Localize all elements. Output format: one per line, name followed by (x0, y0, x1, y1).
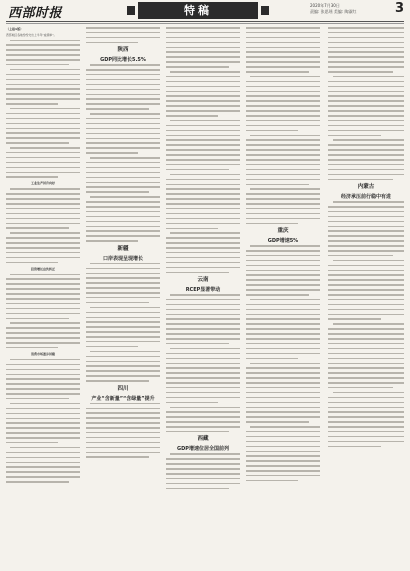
editor-credits: 责编: 张思瑶 美编: 陶淑红 (310, 9, 357, 14)
region-headline: GDP增速5% (267, 238, 299, 245)
issue-date: 2020年7月30日 (310, 3, 340, 8)
region-heading: 陕西 (117, 47, 129, 54)
article-column-5 (328, 27, 404, 451)
article-column-2 (86, 27, 160, 461)
body-text-block (6, 40, 80, 178)
subheading: 工业生产回升向好 (30, 181, 55, 186)
region-heading: 重庆 (277, 228, 289, 235)
body-text-block (166, 453, 240, 489)
body-text-block (86, 263, 160, 382)
continued-from-label: （上接1版） (6, 27, 24, 31)
region-headline: GDP增速位居全国前列 (177, 446, 229, 453)
body-text-block (328, 27, 404, 180)
article-column-4 (246, 27, 320, 485)
article-column-3 (166, 27, 240, 493)
region-headline: 口岸表现呈现增长 (102, 255, 143, 262)
body-text-block (328, 201, 404, 447)
region-heading: 云南 (197, 277, 209, 284)
body-text-block (86, 27, 160, 43)
newspaper-logo: 西部时报 (8, 6, 63, 21)
header-rule (6, 21, 404, 22)
region-headline: 经济承压前行稳中有进 (340, 194, 391, 201)
page-number: 3 (394, 1, 404, 16)
body-text-block (6, 188, 80, 263)
body-text-block (6, 274, 80, 349)
body-text-block (166, 294, 240, 432)
body-text-block (246, 27, 320, 224)
subheading: 消费市场逐步回暖 (30, 351, 55, 356)
region-heading: 内蒙古 (357, 184, 375, 191)
header-rule-thin (6, 23, 404, 24)
body-text-block (86, 403, 160, 458)
region-heading: 西藏 (197, 436, 209, 443)
body-text-block (246, 245, 320, 481)
region-heading: 四川 (117, 385, 129, 392)
region-headline: 产业“含新量”“含绿量”提升 (91, 395, 155, 402)
region-heading: 新疆 (117, 245, 129, 252)
column-lead-text: 西部地区各地纷纷交出上半年“成绩单”。 (6, 33, 57, 37)
masthead (0, 0, 410, 22)
body-text-block (86, 64, 160, 242)
subheading: 投资增长由负转正 (30, 266, 55, 271)
region-headline: GDP同比增长5.5% (100, 57, 146, 64)
body-text-block (166, 27, 240, 273)
region-headline: RCEP显著带动 (185, 287, 221, 294)
body-text-block (6, 359, 80, 483)
section-banner: 特稿 (138, 2, 258, 19)
article-column-1 (6, 27, 80, 486)
